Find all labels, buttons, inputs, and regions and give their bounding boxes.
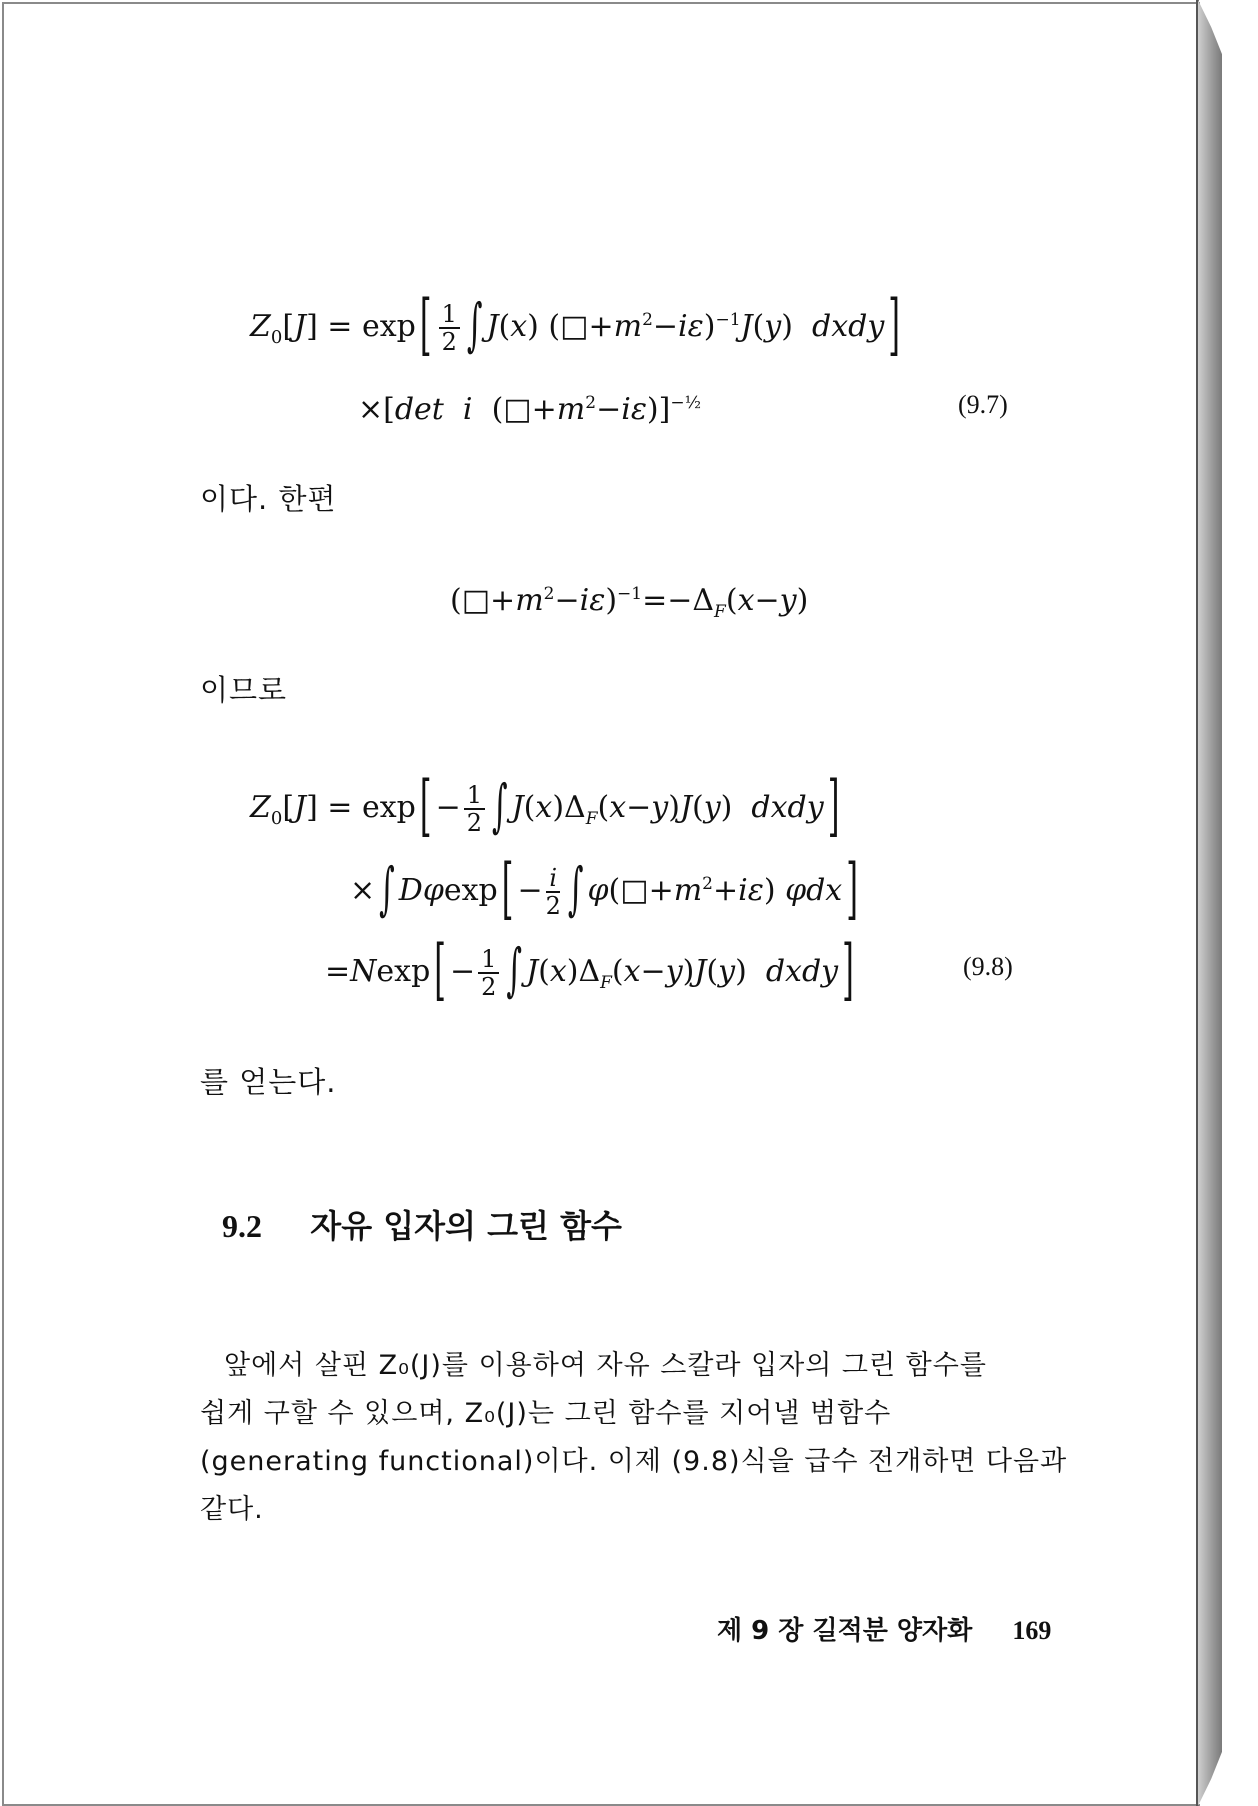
paragraph-line-2: 쉽게 구할 수 있으며, Z₀(J)는 그린 함수를 지어낼 범함수 bbox=[200, 1398, 892, 1429]
body-paragraph bbox=[200, 1342, 1068, 1534]
equation-9-7-line-1: $Z_0[J] = \exp$ [ $\frac{1}{2}$ ∫ J(x) $(□+m^2-i\varepsilon)^{-1}J(y)$ dxdy ] bbox=[250, 287, 900, 365]
text-after-equation-9-7: 이다. 한편 bbox=[200, 482, 337, 516]
paragraph-line-3: (generating functional)이다. 이제 (9.8)식을 급수 전개하면 다음과 bbox=[200, 1446, 1068, 1477]
equation-9-8-line-2: × ∫ Dφexp [ − $\frac{i}{2}$ ∫ $\varphi(□+m^2+i\varepsilon)$ φdx ] bbox=[350, 851, 858, 929]
equation-9-8-line-3: =Nexp [ − $\frac{1}{2}$ ∫ $J(x)\Delta_F(x-y)J(y)$ dxdy ] bbox=[325, 932, 854, 1010]
section-heading bbox=[222, 1201, 622, 1247]
propagator-equation: $(□+m^2-i\varepsilon)^{-1}=-\Delta_F(x-y)$ bbox=[450, 583, 809, 622]
text-after-propagator: 이므로 bbox=[200, 673, 288, 707]
footer-chapter: 제 9 장 길적분 양자화 bbox=[717, 1616, 973, 1646]
paragraph-line-4: 같다. bbox=[200, 1494, 264, 1525]
page-number: 169 bbox=[1012, 1616, 1052, 1645]
running-footer bbox=[717, 1610, 1051, 1647]
equation-number-9-8: (9.8) bbox=[963, 952, 1013, 981]
equation-9-8-line-1: $Z_0[J] = \exp$ [ − $\frac{1}{2}$ ∫ $J(x)\Delta_F(x-y)J(y)$ dxdy ] bbox=[250, 768, 840, 846]
text-after-equation-9-8: 를 얻는다. bbox=[200, 1065, 337, 1099]
paragraph-line-1: 앞에서 살핀 Z₀(J)를 이용하여 자유 스칼라 입자의 그린 함수를 bbox=[224, 1350, 987, 1381]
page-edge-shadow bbox=[1198, 0, 1222, 1806]
equation-9-7-line-2: ×[det i $(□+m^2-i\varepsilon)]^{-\frac{1}{2}}$ bbox=[358, 392, 702, 427]
equation-number-9-7: (9.7) bbox=[958, 390, 1008, 419]
section-number: 9.2 bbox=[222, 1208, 262, 1244]
section-title: 자유 입자의 그린 함수 bbox=[310, 1207, 622, 1245]
